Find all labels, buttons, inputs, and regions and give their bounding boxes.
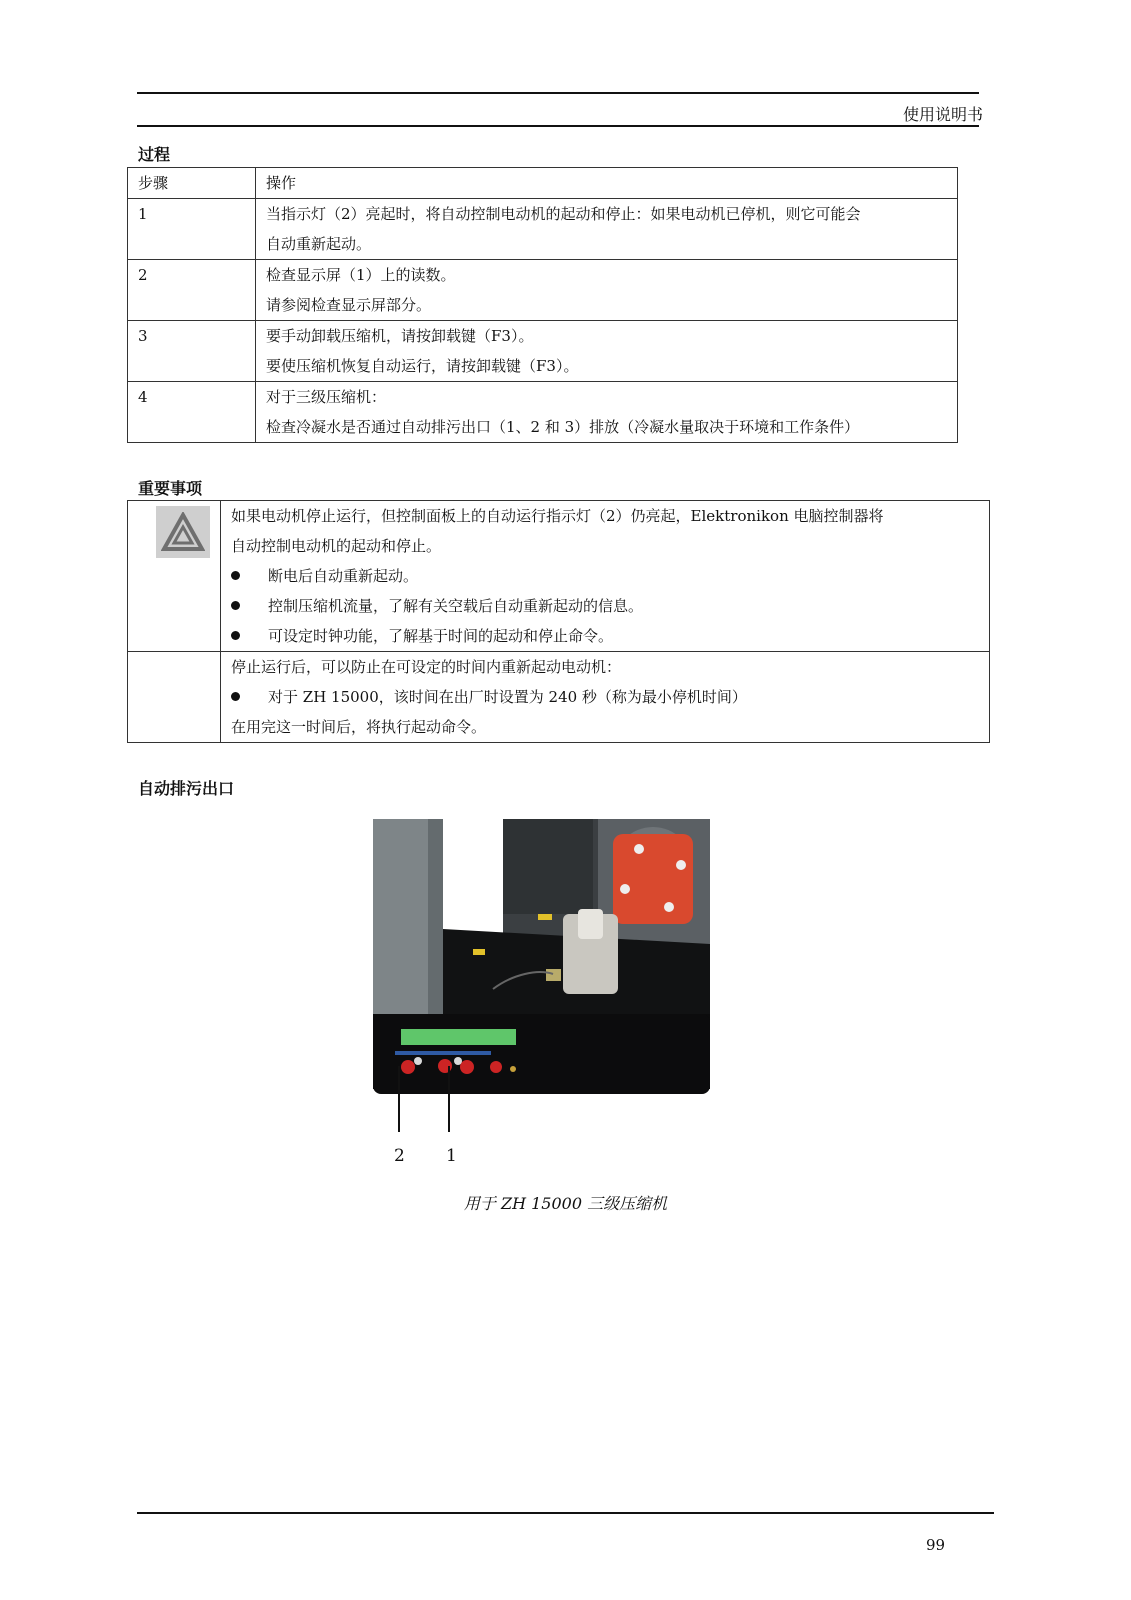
empty-cell: [128, 652, 221, 743]
step-number: 3: [128, 321, 256, 382]
table-row: [128, 260, 958, 321]
procedure-table: [127, 167, 958, 443]
bullet-item: [231, 682, 979, 712]
table-row: [128, 382, 958, 443]
bullet-text: 控制压缩机流量，了解有关空载后自动重新起动的信息。: [268, 597, 644, 615]
step-action: [256, 382, 958, 443]
bullet-icon: [231, 571, 240, 580]
important-text: [221, 501, 990, 652]
warning-triangle-icon: [156, 506, 210, 558]
action-line: 自动重新起动。: [266, 235, 372, 253]
bullet-item: [231, 621, 979, 651]
action-line: 对于三级压缩机：: [266, 388, 387, 406]
action-line: 检查显示屏（1）上的读数。: [266, 266, 456, 284]
paragraph-line: 在用完这一时间后，将执行起动命令。: [231, 718, 487, 736]
footer-rule: [137, 1512, 994, 1514]
step-number: 4: [128, 382, 256, 443]
icon-cell: [128, 501, 221, 652]
important-text: [221, 652, 990, 743]
compressor-photo: [373, 819, 710, 1113]
header-title: 使用说明书: [902, 105, 983, 124]
header-top-rule: [137, 92, 979, 94]
table-row: [128, 199, 958, 260]
drain-title: 自动排污出口: [138, 779, 235, 798]
action-line: 当指示灯（2）亮起时，将自动控制电动机的起动和停止：如果电动机已停机，则它可能会: [266, 205, 861, 223]
paragraph-line: 如果电动机停止运行，但控制面板上的自动运行指示灯（2）仍亮起，Elektronikon 电脑控制器将: [231, 507, 884, 525]
callout-label-2: 2: [394, 1146, 405, 1166]
bullet-item: [231, 561, 979, 591]
paragraph-line: 自动控制电动机的起动和停止。: [231, 537, 442, 555]
important-title: 重要事项: [138, 479, 203, 498]
header-bottom-rule: [137, 125, 979, 127]
bullet-text: 断电后自动重新起动。: [268, 567, 419, 585]
important-table: [127, 500, 990, 743]
callout-line-2: [398, 1066, 400, 1132]
bullet-icon: [231, 631, 240, 640]
action-line: 要手动卸载压缩机，请按卸载键（F3）。: [266, 327, 534, 345]
procedure-title: 过程: [138, 145, 171, 164]
step-action: [256, 260, 958, 321]
bullet-icon: [231, 601, 240, 610]
table-row: [128, 652, 990, 743]
callout-label-1: 1: [446, 1146, 457, 1166]
bullet-icon: [231, 692, 240, 701]
action-line: 要使压缩机恢复自动运行，请按卸载键（F3）。: [266, 357, 579, 375]
bullet-text: 对于 ZH 15000，该时间在出厂时设置为 240 秒（称为最小停机时间）: [268, 688, 747, 706]
bullet-item: [231, 591, 979, 621]
action-line: 请参阅检查显示屏部分。: [266, 296, 432, 314]
table-row: [128, 501, 990, 652]
step-action: [256, 321, 958, 382]
step-number: 1: [128, 199, 256, 260]
step-action: [256, 199, 958, 260]
figure-caption: 用于 ZH 15000 三级压缩机: [463, 1194, 668, 1213]
column-header-step: 步骤: [128, 168, 256, 199]
table-header-row: [128, 168, 958, 199]
table-row: [128, 321, 958, 382]
bullet-text: 可设定时钟功能，了解基于时间的起动和停止命令。: [268, 627, 614, 645]
paragraph-line: 停止运行后，可以防止在可设定的时间内重新起动电动机：: [231, 658, 622, 676]
column-header-action: 操作: [256, 168, 958, 199]
page-number: 99: [926, 1536, 946, 1554]
action-line: 检查冷凝水是否通过自动排污出口（1、2 和 3）排放（冷凝水量取决于环境和工作条件）: [266, 418, 860, 436]
step-number: 2: [128, 260, 256, 321]
callout-line-1: [448, 1066, 450, 1132]
